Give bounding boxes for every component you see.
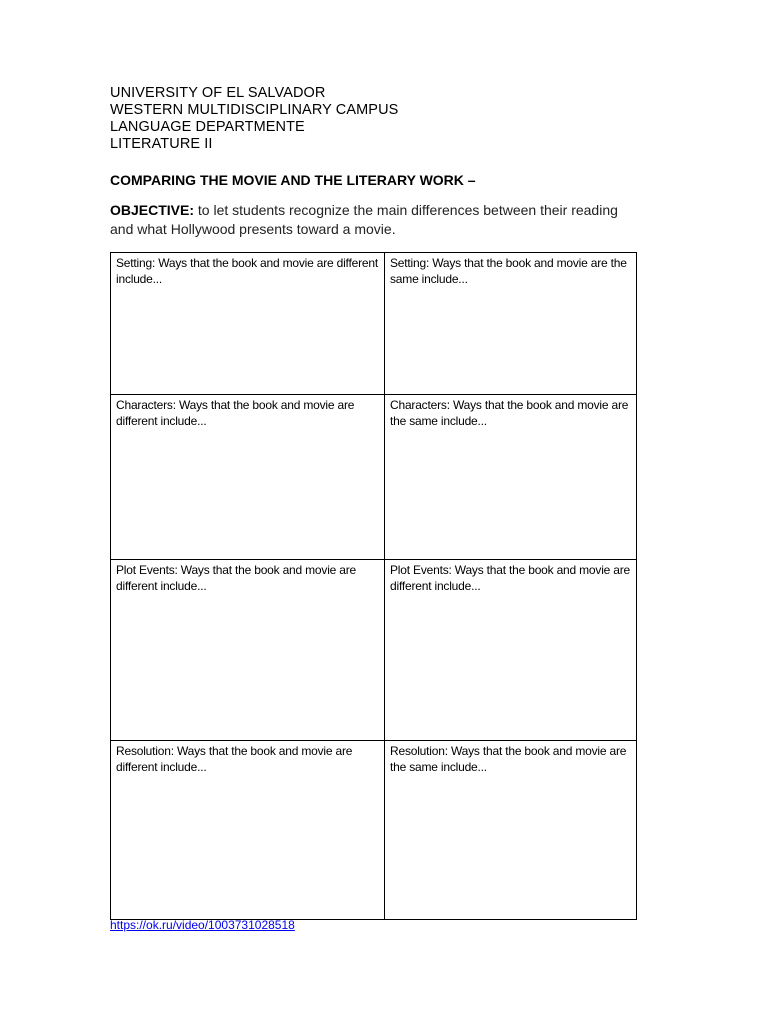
table-row-plot-events: [111, 560, 637, 741]
university-name: UNIVERSITY OF EL SALVADOR: [110, 85, 326, 101]
plot-events-different-cell[interactable]: Plot Events: Ways that the book and movie are different include...: [111, 560, 385, 741]
setting-same-cell[interactable]: Setting: Ways that the book and movie are the same include...: [385, 253, 637, 395]
characters-different-cell[interactable]: Characters: Ways that the book and movie are different include...: [111, 395, 385, 560]
department-name: LANGUAGE DEPARTMENTE: [110, 119, 305, 135]
comparison-table: [110, 252, 637, 920]
video-link[interactable]: https://ok.ru/video/1003731028518: [110, 918, 295, 932]
campus-name: WESTERN MULTIDISCIPLINARY CAMPUS: [110, 102, 399, 118]
setting-different-cell[interactable]: Setting: Ways that the book and movie are different include...: [111, 253, 385, 395]
plot-events-right-cell[interactable]: Plot Events: Ways that the book and movie are different include...: [385, 560, 637, 741]
resolution-same-cell[interactable]: Resolution: Ways that the book and movie are the same include...: [385, 741, 637, 920]
course-name: LITERATURE II: [110, 136, 213, 152]
worksheet-title: COMPARING THE MOVIE AND THE LITERARY WORK –: [110, 172, 476, 188]
table-row-characters: [111, 395, 637, 560]
objective-paragraph: [110, 201, 640, 239]
objective-label: OBJECTIVE:: [110, 202, 195, 218]
characters-same-cell[interactable]: Characters: Ways that the book and movie are the same include...: [385, 395, 637, 560]
document-header: [110, 85, 398, 153]
table-row-resolution: [111, 741, 637, 920]
objective-text: to let students recognize the main differences between their reading and what Hollywood presents toward a movie.: [110, 202, 618, 237]
table-row-setting: [111, 253, 637, 395]
resolution-different-cell[interactable]: Resolution: Ways that the book and movie are different include...: [111, 741, 385, 920]
